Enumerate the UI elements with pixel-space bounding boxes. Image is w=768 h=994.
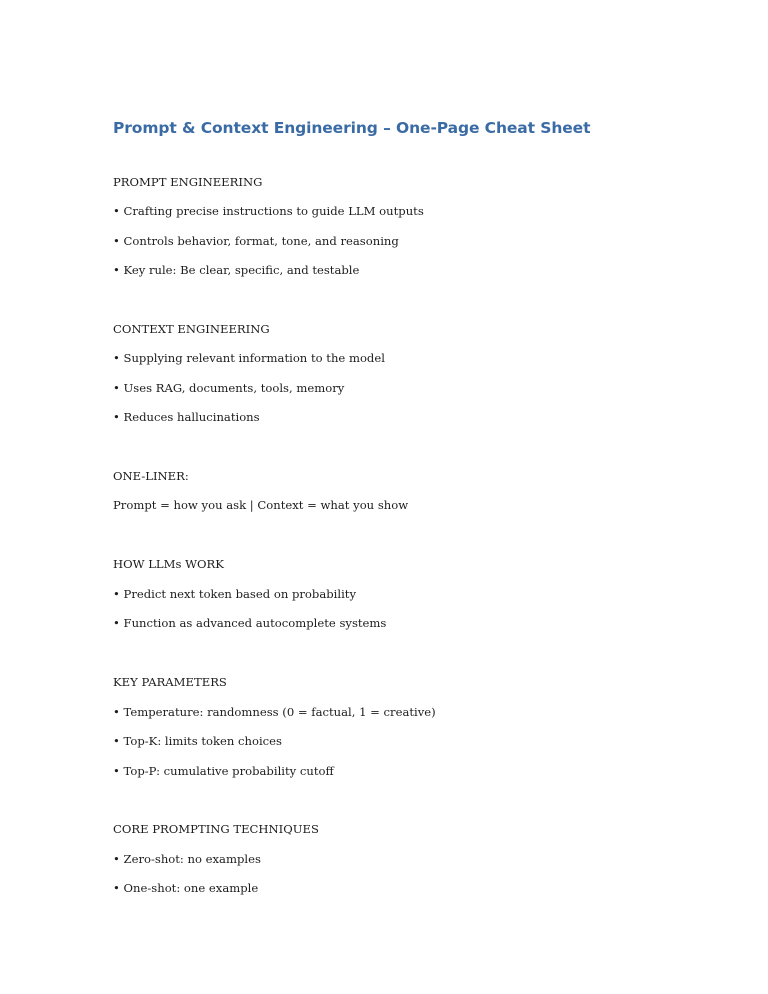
one-liner-text: Prompt = how you ask | Context = what you show	[113, 498, 409, 512]
section-heading-one-liner: ONE-LINER:	[113, 469, 189, 483]
list-item: • Controls behavior, format, tone, and reasoning	[113, 234, 399, 248]
list-item: • Reduces hallucinations	[113, 410, 260, 424]
section-heading-core-prompting-techniques: CORE PROMPTING TECHNIQUES	[113, 822, 319, 836]
list-item: • Function as advanced autocomplete systems	[113, 616, 387, 630]
list-item: • Top-K: limits token choices	[113, 734, 282, 748]
list-item: • Predict next token based on probability	[113, 587, 356, 601]
list-item: • Zero-shot: no examples	[113, 852, 261, 866]
section-heading-how-llms-work: HOW LLMs WORK	[113, 557, 224, 571]
list-item: • One-shot: one example	[113, 881, 259, 895]
list-item: • Uses RAG, documents, tools, memory	[113, 381, 345, 395]
section-heading-context-engineering: CONTEXT ENGINEERING	[113, 322, 270, 336]
list-item: • Supplying relevant information to the model	[113, 351, 385, 365]
list-item: • Top-P: cumulative probability cutoff	[113, 764, 334, 778]
section-heading-prompt-engineering: PROMPT ENGINEERING	[113, 175, 263, 189]
list-item: • Key rule: Be clear, specific, and testable	[113, 263, 360, 277]
section-heading-key-parameters: KEY PARAMETERS	[113, 675, 227, 689]
page-title: Prompt & Context Engineering – One-Page Cheat Sheet	[113, 119, 591, 137]
list-item: • Temperature: randomness (0 = factual, 1 = creative)	[113, 705, 436, 719]
list-item: • Crafting precise instructions to guide LLM outputs	[113, 204, 424, 218]
